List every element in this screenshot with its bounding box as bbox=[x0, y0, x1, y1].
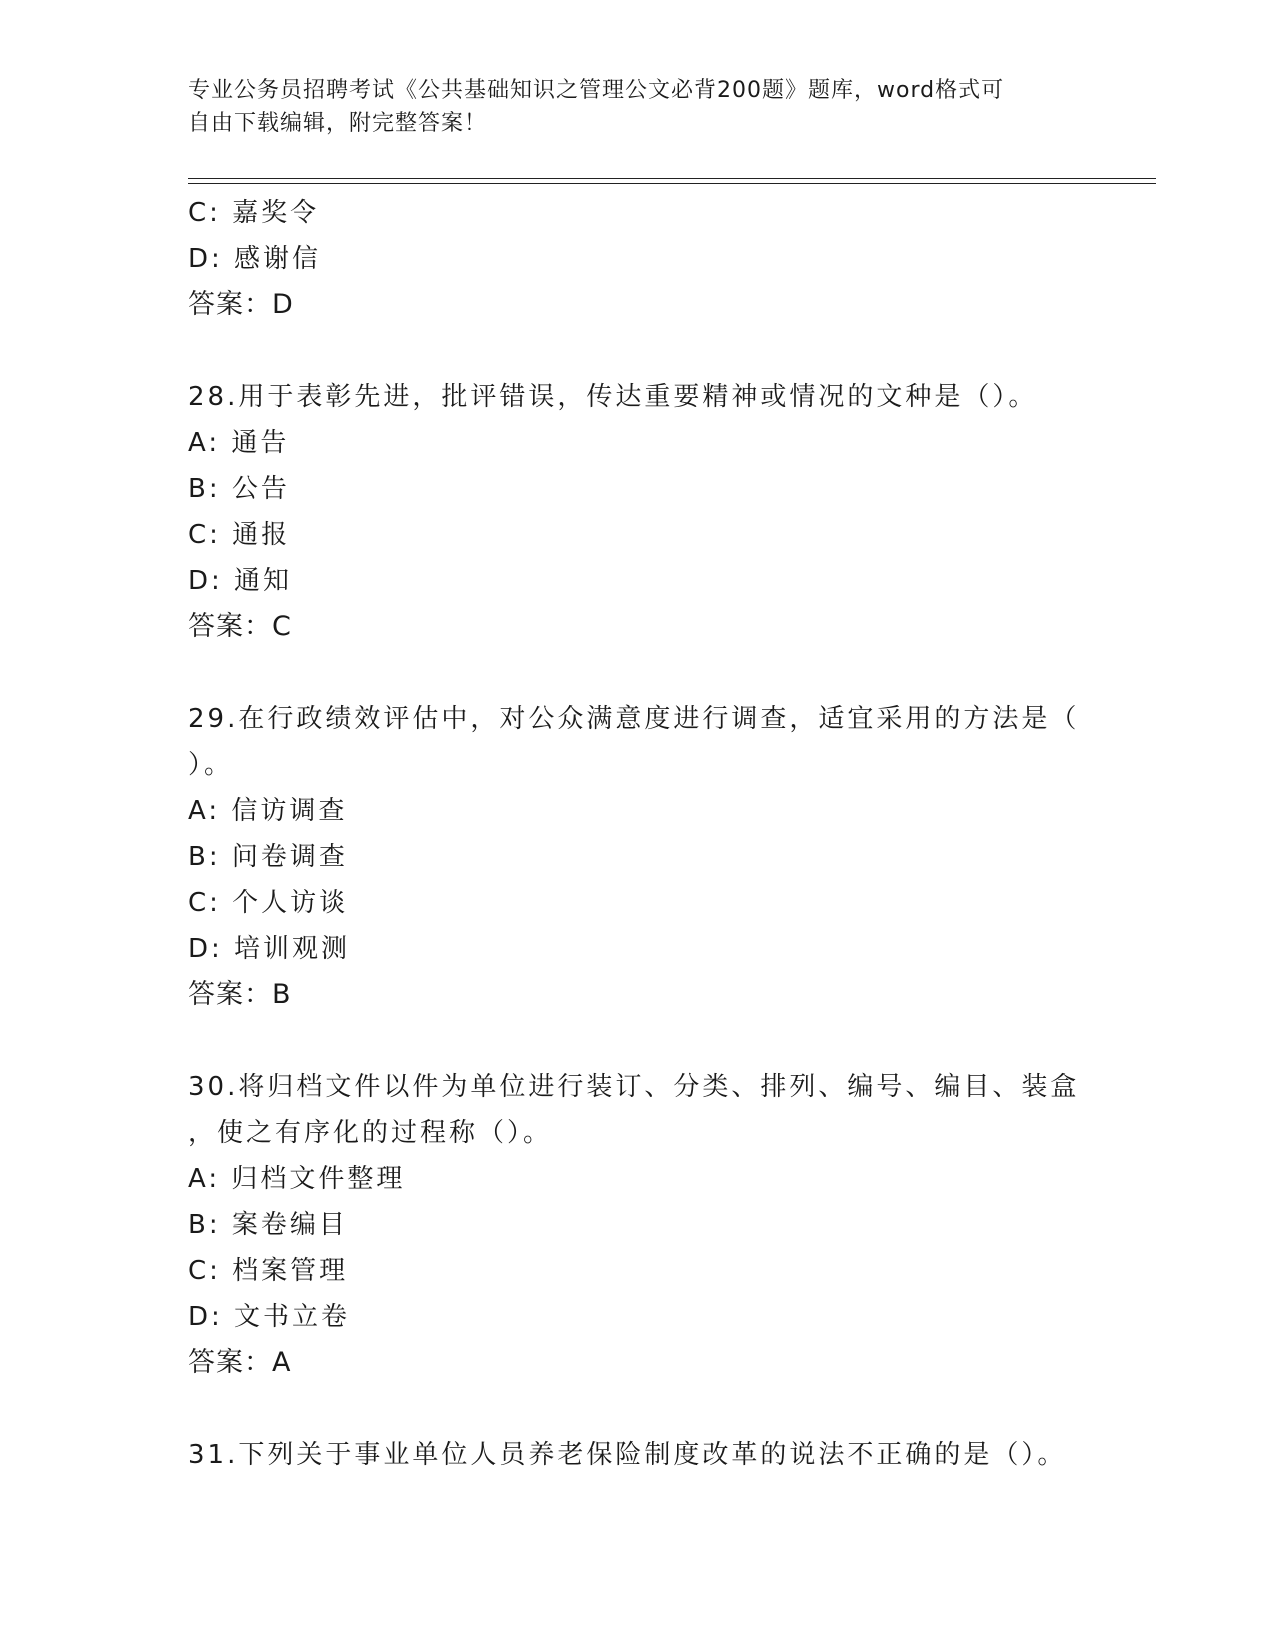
option-c: C: 嘉奖令 bbox=[188, 198, 320, 228]
spacer bbox=[188, 650, 1088, 696]
header-line-1: 专业公务员招聘考试《公共基础知识之管理公文必背200题》题库，word格式可 bbox=[188, 78, 1005, 103]
question-stem: 28.用于表彰先进，批评错误，传达重要精神或情况的文种是（）。 bbox=[188, 382, 1038, 412]
question-stem-line-2: ，使之有序化的过程称（）。 bbox=[188, 1118, 553, 1148]
header-line-2: 自由下载编辑，附完整答案！ bbox=[188, 111, 488, 136]
document-header bbox=[188, 74, 1088, 140]
answer-line: 答案：A bbox=[188, 1347, 292, 1378]
question-list bbox=[188, 190, 1088, 1478]
question-27-tail bbox=[188, 190, 1088, 328]
option-c: C: 个人访谈 bbox=[188, 888, 349, 918]
question-stem-line-2: ）。 bbox=[188, 750, 234, 780]
header-rule-top bbox=[188, 178, 1156, 179]
option-a: A: 归档文件整理 bbox=[188, 1164, 406, 1194]
option-d: D: 培训观测 bbox=[188, 934, 351, 964]
option-a: A: 信访调查 bbox=[188, 796, 348, 826]
option-d: D: 感谢信 bbox=[188, 244, 322, 274]
option-b: B: 案卷编目 bbox=[188, 1210, 348, 1240]
question-31 bbox=[188, 1432, 1088, 1478]
question-stem: 31.下列关于事业单位人员养老保险制度改革的说法不正确的是（）。 bbox=[188, 1440, 1067, 1470]
question-stem-line-1: 29.在行政绩效评估中，对公众满意度进行调查，适宜采用的方法是（ bbox=[188, 704, 1080, 734]
option-b: B: 公告 bbox=[188, 474, 290, 504]
answer-line: 答案：D bbox=[188, 289, 294, 320]
question-30 bbox=[188, 1064, 1088, 1386]
spacer bbox=[188, 1386, 1088, 1432]
option-a: A: 通告 bbox=[188, 428, 290, 458]
answer-line: 答案：B bbox=[188, 979, 292, 1010]
question-29 bbox=[188, 696, 1088, 1018]
option-d: D: 文书立卷 bbox=[188, 1302, 351, 1332]
option-c: C: 通报 bbox=[188, 520, 291, 550]
header-rule-bottom bbox=[188, 183, 1156, 184]
spacer bbox=[188, 328, 1088, 374]
spacer bbox=[188, 1018, 1088, 1064]
answer-line: 答案：C bbox=[188, 611, 292, 642]
question-28 bbox=[188, 374, 1088, 650]
question-stem-line-1: 30.将归档文件以件为单位进行装订、分类、排列、编号、编目、装盒 bbox=[188, 1072, 1080, 1102]
option-c: C: 档案管理 bbox=[188, 1256, 349, 1286]
option-b: B: 问卷调查 bbox=[188, 842, 348, 872]
option-d: D: 通知 bbox=[188, 566, 293, 596]
